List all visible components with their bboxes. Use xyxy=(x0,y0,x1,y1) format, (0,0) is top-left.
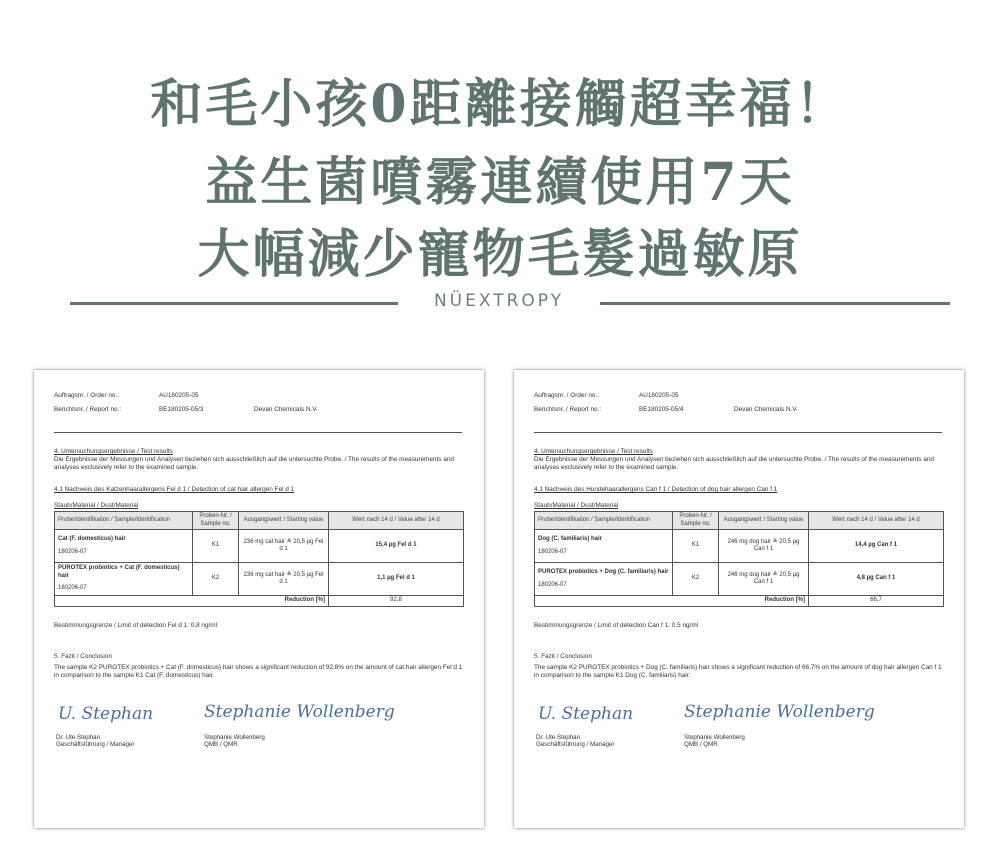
report-number: BE180205-05/3 xyxy=(159,406,204,413)
headline-line-2: 益生菌噴霧連續使用7天 xyxy=(205,152,795,213)
section-5-title: 5. Fazit / Conclusion xyxy=(534,653,592,660)
sample-cell xyxy=(55,563,193,596)
test-report-cat xyxy=(34,370,484,828)
table-header-row xyxy=(55,512,464,530)
after-value: 14,4 µg Can f 1 xyxy=(809,530,944,563)
sample-cell xyxy=(535,563,673,596)
signer-2-role: QMB / QMR xyxy=(204,741,238,748)
company-name: Devan Chemicals N.V. xyxy=(734,406,798,413)
section-4-1-title: 4.1 Nachweis des Katzenhaarallergens Fel d 1 / Detection of cat hair allergen Fel d 1 xyxy=(54,486,295,493)
table-row xyxy=(535,563,944,596)
sample-cell xyxy=(55,530,193,563)
header-divider xyxy=(534,432,942,433)
start-value: 236 mg cat hair ≙ 20,5 µg Fel d 1 xyxy=(239,563,329,596)
results-table xyxy=(534,511,944,607)
section-4-title: 4. Untersuchungsergebnisse / Test results xyxy=(54,448,173,455)
start-value: 246 mg dog hair ≙ 20,5 µg Can f 1 xyxy=(719,530,809,563)
divider-line-right xyxy=(600,302,950,305)
reduction-label: Reduction [%] xyxy=(535,596,809,607)
sample-id: 180206-07 xyxy=(538,581,567,588)
signature-wollenberg: Stephanie Wollenberg xyxy=(204,702,395,722)
signer-2-name: Stephanie Wollenberg xyxy=(684,734,745,741)
reduction-row xyxy=(535,596,944,607)
detection-limit: Bestimmungsgrenze / Limit of detection Can f 1: 0,5 ng/ml xyxy=(534,622,699,629)
col-header-sample: Probe/Identifikation / Sample/Identification xyxy=(535,512,673,530)
headline-line-1: 和毛小孩0距離接觸超幸福！ xyxy=(150,74,850,135)
col-header-start: Ausgangswert / Starting value xyxy=(239,512,329,530)
sample-no: K2 xyxy=(193,563,239,596)
sample-name: Dog (C. familiaris) hair xyxy=(538,536,603,542)
order-label: Auftragsnr. / Order no.: xyxy=(54,392,120,399)
section-4-text: Die Ergebnisse der Messungen und Analysen beziehen sich ausschließlich auf die untersuchte Probe. / The results of the measurements and analyses exclusively refer to the examined sample. xyxy=(54,456,454,471)
col-header-sample-no: Proben-Nr. / Sample no. xyxy=(673,512,719,530)
sample-id: 180206-07 xyxy=(538,548,567,555)
results-table xyxy=(54,511,464,607)
sample-id: 180206-07 xyxy=(58,585,87,592)
section-4-title: 4. Untersuchungsergebnisse / Test results xyxy=(534,448,653,455)
col-header-sample-no: Proben-Nr. / Sample no. xyxy=(193,512,239,530)
reduction-value: 66,7 xyxy=(809,596,944,607)
col-header-sample: Probe/Identifikation / Sample/Identification xyxy=(55,512,193,530)
table-row xyxy=(55,563,464,596)
section-test-results xyxy=(534,448,946,472)
report-label: Berichtsnr. / Report no.: xyxy=(54,406,122,413)
sample-id: 180206-07 xyxy=(58,548,87,555)
sample-no: K2 xyxy=(673,563,719,596)
signer-1-role: Geschäftsführung / Manager xyxy=(536,741,615,748)
table-header-row xyxy=(535,512,944,530)
signature-stephan: U. Stephan xyxy=(538,704,634,724)
test-report-dog xyxy=(514,370,964,828)
section-5-title: 5. Fazit / Conclusion xyxy=(54,653,112,660)
sample-no: K1 xyxy=(673,530,719,563)
reduction-label: Reduction [%] xyxy=(55,596,329,607)
signer-2-name: Stephanie Wollenberg xyxy=(204,734,265,741)
signature-stephan: U. Stephan xyxy=(58,704,154,724)
headline-line-3: 大幅減少寵物毛髮過敏原 xyxy=(197,224,803,285)
order-number: AU180205-05 xyxy=(639,392,679,399)
table-row xyxy=(535,530,944,563)
detection-limit: Bestimmungsgrenze / Limit of detection Fel d 1: 0,8 ng/ml xyxy=(54,622,218,629)
header-divider xyxy=(54,432,462,433)
section-4-text: Die Ergebnisse der Messungen und Analysen beziehen sich ausschließlich auf die untersuchte Probe. / The results of the measurements and analyses exclusively refer to the examined sample. xyxy=(534,456,934,471)
conclusion-text: The sample K2 PUROTEX probiotics + Cat (F. domesticus) hair shows a significant reduction of 92,8% on the amount of cat hair allergen Fel d 1 in comparison to the sample K1 Cat (F. domesticus) hair. xyxy=(54,664,463,679)
order-number: AU180205-05 xyxy=(159,392,199,399)
report-number: BE180205-05/4 xyxy=(639,406,684,413)
sample-name: PUROTEX probiotics + Dog (C. familiaris) hair xyxy=(538,569,669,575)
brand-logo-text: NÜEXTROPY xyxy=(433,291,565,311)
sample-no: K1 xyxy=(193,530,239,563)
material-label: Staub/Material / Dust/Material xyxy=(54,502,139,509)
signer-2-role: QMB / QMR xyxy=(684,741,718,748)
divider-line-left xyxy=(70,302,398,305)
reduction-row xyxy=(55,596,464,607)
section-test-results xyxy=(54,448,466,472)
sample-name: PUROTEX probiotics + Cat (F. domesticus) hair xyxy=(58,565,180,579)
section-4-1-title: 4.1 Nachweis des Hundehaarallergens Can f 1 / Detection of dog hair allergen Can f 1 xyxy=(534,486,778,493)
signer-1-name: Dr. Ute Stephan xyxy=(536,734,581,741)
col-header-after: Wert nach 14 d / Value after 14 d xyxy=(329,512,464,530)
table-row xyxy=(55,530,464,563)
reduction-value: 92,8 xyxy=(329,596,464,607)
after-value: 15,4 µg Fel d 1 xyxy=(329,530,464,563)
company-name: Devan Chemicals N.V. xyxy=(254,406,318,413)
material-label: Staub/Material / Dust/Material xyxy=(534,502,619,509)
order-label: Auftragsnr. / Order no.: xyxy=(534,392,600,399)
col-header-after: Wert nach 14 d / Value after 14 d xyxy=(809,512,944,530)
report-label: Berichtsnr. / Report no.: xyxy=(534,406,602,413)
col-header-start: Ausgangswert / Starting value xyxy=(719,512,809,530)
start-value: 236 mg cat hair ≙ 20,5 µg Fel d 1 xyxy=(239,530,329,563)
sample-cell xyxy=(535,530,673,563)
signer-1-role: Geschäftsführung / Manager xyxy=(56,741,135,748)
signer-1-name: Dr. Ute Stephan xyxy=(56,734,101,741)
sample-name: Cat (F. domesticus) hair xyxy=(58,536,126,542)
brand-divider xyxy=(0,291,1000,315)
start-value: 246 mg dog hair ≙ 20,5 µg Can f 1 xyxy=(719,563,809,596)
conclusion-text: The sample K2 PUROTEX probiotics + Dog (C. familiaris) hair shows a significant reduction of 66,7% on the amount of dog hair allergen Can f 1 in comparison to the sample K1 Dog (C. familiaris) hair. xyxy=(534,664,942,679)
signature-wollenberg: Stephanie Wollenberg xyxy=(684,702,875,722)
after-value: 4,8 µg Can f 1 xyxy=(809,563,944,596)
after-value: 1,1 µg Fel d 1 xyxy=(329,563,464,596)
